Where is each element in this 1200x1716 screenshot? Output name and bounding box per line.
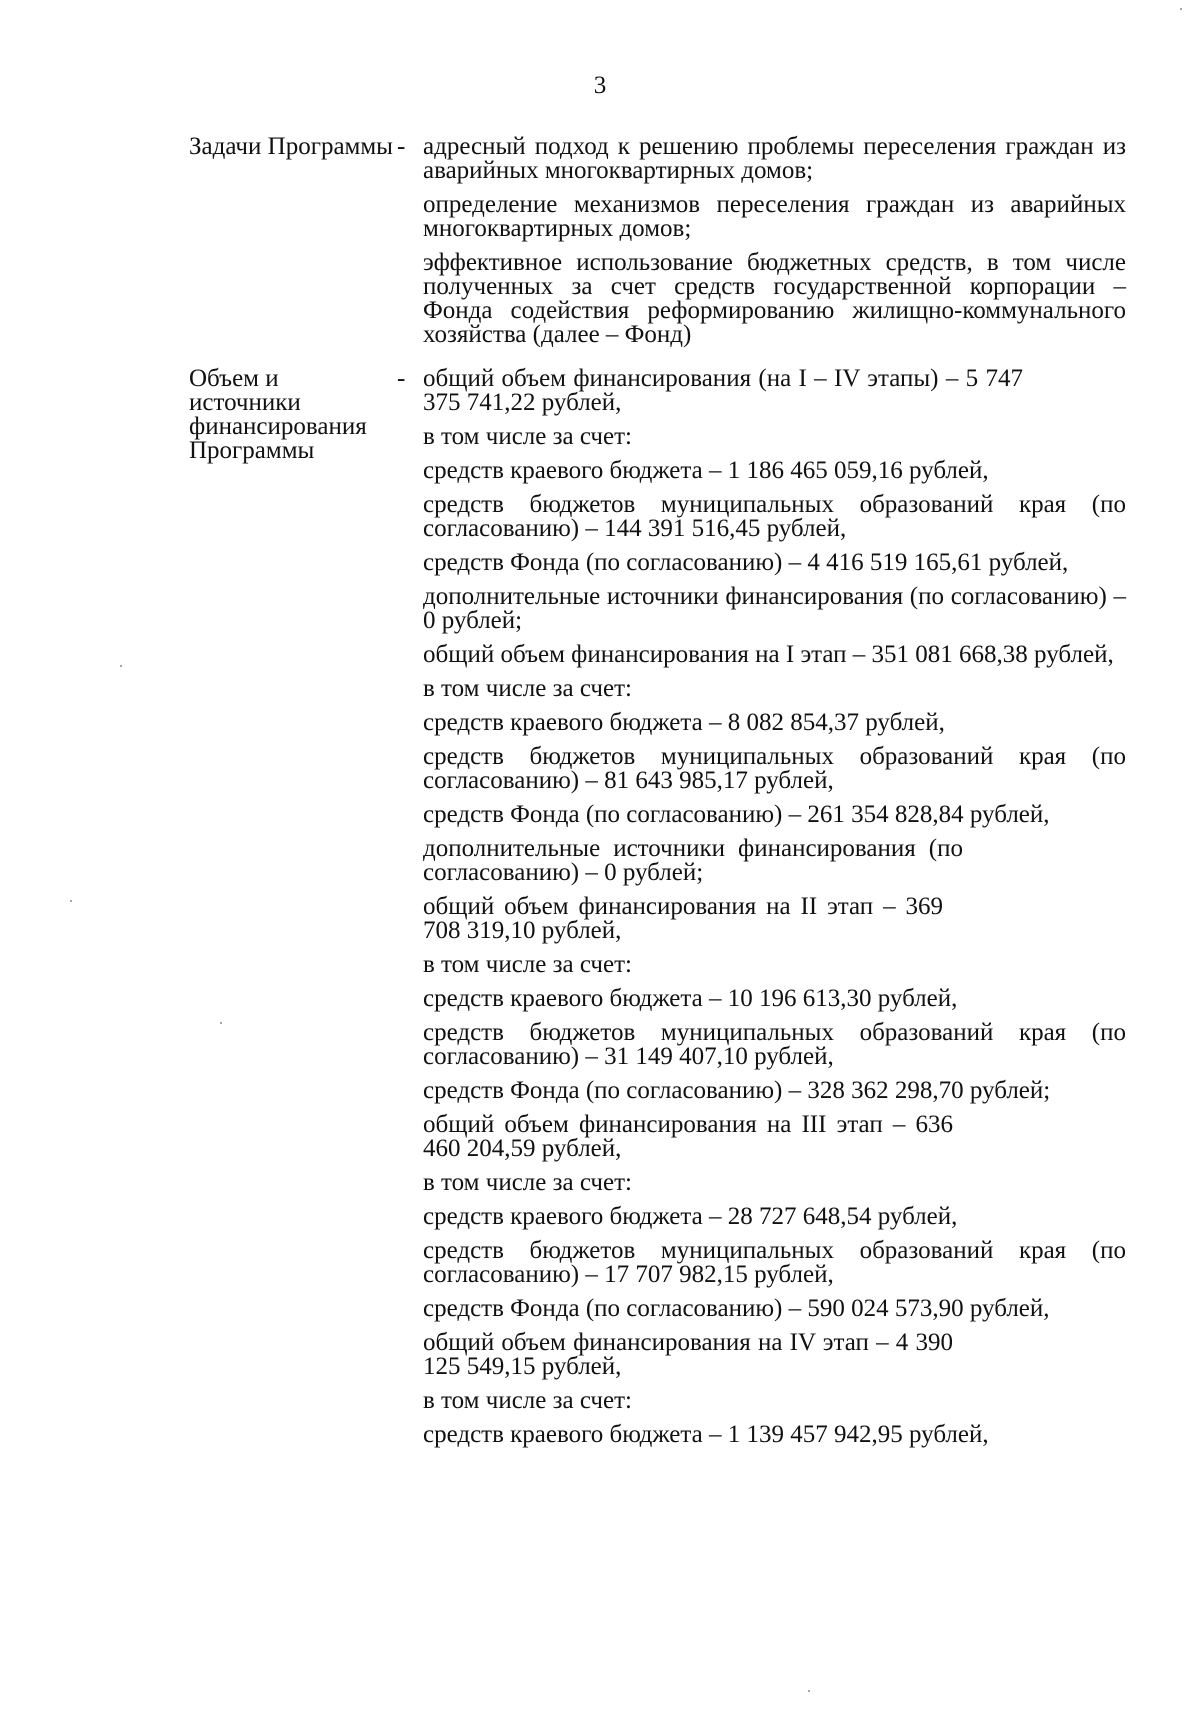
list-item: в том числе за счет: <box>423 951 632 978</box>
list-item: средств краевого бюджета – 1 186 465 059,16 рублей, <box>423 457 989 484</box>
list-item: средств Фонда (по согласованию) – 328 362 298,70 рублей; <box>423 1077 1051 1104</box>
scan-speck <box>808 1690 810 1692</box>
list-item: в том числе за счет: <box>423 423 632 450</box>
list-item: эффективное использование бюджетных средств, в том числе полученных за счет средств государственной корпорации – Фонда содействия реформированию жилищно-коммунального хозяйства (далее – Фонд) <box>423 249 1126 348</box>
page-number: 3 <box>593 72 607 99</box>
list-item: адресный подход к решению проблемы переселения граждан из аварийных многоквартирных домов; <box>423 133 1126 184</box>
list-item: средств краевого бюджета – 28 727 648,54 рублей, <box>423 1203 958 1230</box>
section-items <box>423 135 1126 357</box>
list-dash: - <box>397 133 406 160</box>
list-dash: - <box>397 365 406 392</box>
scan-speck <box>220 1022 222 1024</box>
scan-speck <box>70 900 72 902</box>
list-item: общий объем финансирования на I этап – 351 081 668,38 рублей, <box>423 641 1114 668</box>
list-item: средств Фонда (по согласованию) – 4 416 519 165,61 рублей, <box>423 549 1069 576</box>
list-item: средств бюджетов муниципальных образований края (по согласованию) – 81 643 985,17 рублей, <box>423 743 1126 794</box>
list-item: определение механизмов переселения граждан из аварийных многоквартирных домов; <box>423 191 1126 242</box>
list-item: средств бюджетов муниципальных образований края (по согласованию) – 144 391 516,45 рублей, <box>423 491 1126 542</box>
list-item: в том числе за счет: <box>423 675 632 702</box>
list-item: средств бюджетов муниципальных образований края (по согласованию) – 31 149 407,10 рублей, <box>423 1019 1126 1070</box>
scan-speck <box>1180 8 1182 10</box>
list-item: средств краевого бюджета – 1 139 457 942,95 рублей, <box>423 1421 989 1448</box>
list-item: средств краевого бюджета – 10 196 613,30 рублей, <box>423 985 958 1012</box>
list-item: средств бюджетов муниципальных образований края (по согласованию) – 17 707 982,15 рублей, <box>423 1237 1126 1288</box>
list-item: средств Фонда (по согласованию) – 590 024 573,90 рублей, <box>423 1295 1050 1322</box>
list-item: общий объем финансирования (на I – IV этапы) – 5 747 375 741,22 рублей, <box>423 365 1023 416</box>
section-label: Задачи Программы <box>189 133 393 160</box>
list-item: общий объем финансирования на III этап – 636 460 204,59 рублей, <box>423 1111 953 1162</box>
list-item: общий объем финансирования на II этап – 369 708 319,10 рублей, <box>423 893 943 944</box>
list-item: дополнительные источники финансирования (по согласованию) – 0 рублей; <box>423 583 1126 634</box>
section-label: Объем и источники финансирования Программы <box>189 365 367 464</box>
list-item: в том числе за счет: <box>423 1169 632 1196</box>
list-item: средств краевого бюджета – 8 082 854,37 рублей, <box>423 709 945 736</box>
section-items <box>423 367 1126 1457</box>
list-item: средств Фонда (по согласованию) – 261 354 828,84 рублей, <box>423 801 1050 828</box>
list-item: дополнительные источники финансирования (по согласованию) – 0 рублей; <box>423 835 963 886</box>
scan-speck <box>120 665 122 667</box>
list-item: общий объем финансирования на IV этап – 4 390 125 549,15 рублей, <box>423 1329 953 1380</box>
list-item: в том числе за счет: <box>423 1387 632 1414</box>
